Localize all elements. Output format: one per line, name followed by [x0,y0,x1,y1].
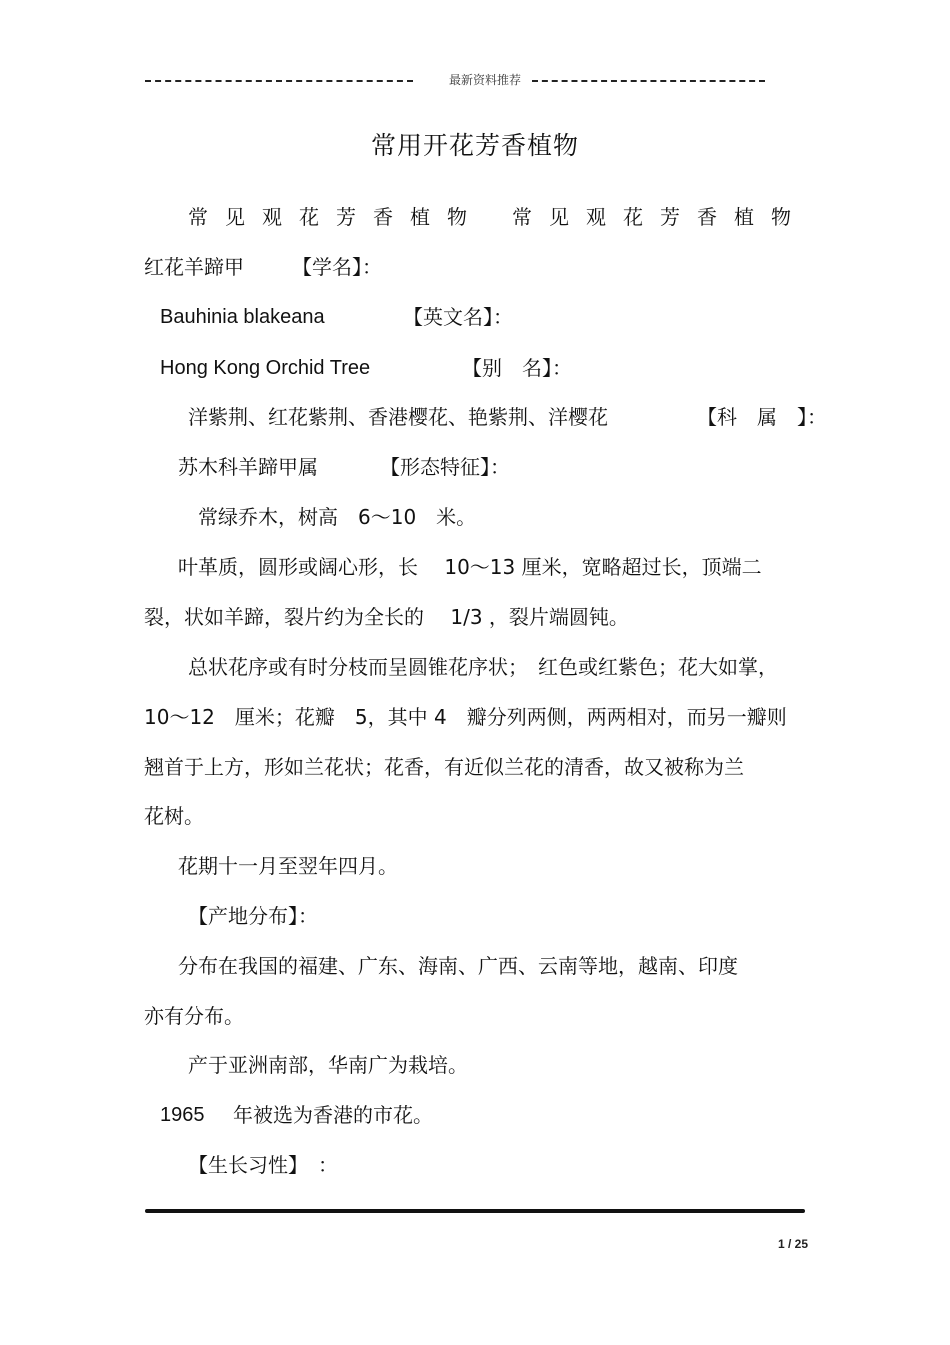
text-line: 产于亚洲南部，华南广为栽培。 [188,1053,468,1077]
text-line: 洋紫荆、红花紫荆、香港樱花、艳紫荆、洋樱花 [188,405,608,429]
text-line: 常见观花芳香植物 [188,205,484,229]
text-line: 分布在我国的福建、广东、海南、广西、云南等地，越南、印度 [178,954,738,978]
text-line: 【科 属 】： [697,405,827,429]
text-line: 红花羊蹄甲 [144,255,244,279]
text-line: 常见观花芳香植物 [512,205,808,229]
text-line: 【学名】： [292,255,382,279]
text-line: 亦有分布。 [144,1004,244,1028]
text-line: 花期十一月至翌年四月。 [178,854,398,878]
text-line: 总状花序或有时分枝而呈圆锥花序状； 红色或红紫色；花大如掌， [188,655,778,679]
page-number: 1 / 25 [777,1237,808,1251]
text-line: 苏木科羊蹄甲属 [178,455,318,479]
header-dashed-rule-left [145,80,413,82]
text-line: 1965 [160,1104,205,1126]
text-line: 叶革质，圆形或阔心形，长 10～13 厘米，宽略超过长，顶端二 [178,555,762,579]
text-line: 【生长习性】 ： [188,1153,338,1177]
header-label: 最新资料推荐 [448,73,521,87]
text-line: 【产地分布】： [188,904,318,928]
document-title: 常用开花芳香植物 [370,131,579,160]
text-line: 翘首于上方，形如兰花状；花香，有近似兰花的清香，故又被称为兰 [144,755,744,779]
text-line: 【别 名】： [462,356,572,380]
text-line: 10～12 厘米；花瓣 5，其中 4 瓣分列两侧，两两相对，而另一瓣则 [144,705,787,729]
text-line: Bauhinia blakeana [160,306,325,328]
text-line: 【形态特征】： [380,455,510,479]
text-line: 裂，状如羊蹄，裂片约为全长的 1/3 ，裂片端圆钝。 [144,605,629,629]
header-dashed-rule-right [532,80,765,82]
text-line: 年被选为香港的市花。 [233,1103,433,1127]
text-line: 花树。 [144,804,204,828]
text-line: Hong Kong Orchid Tree [160,357,371,379]
text-line: 常绿乔木，树高 6～10 米。 [198,505,477,529]
text-line: 【英文名】： [403,305,513,329]
footer-rule [145,1209,805,1213]
